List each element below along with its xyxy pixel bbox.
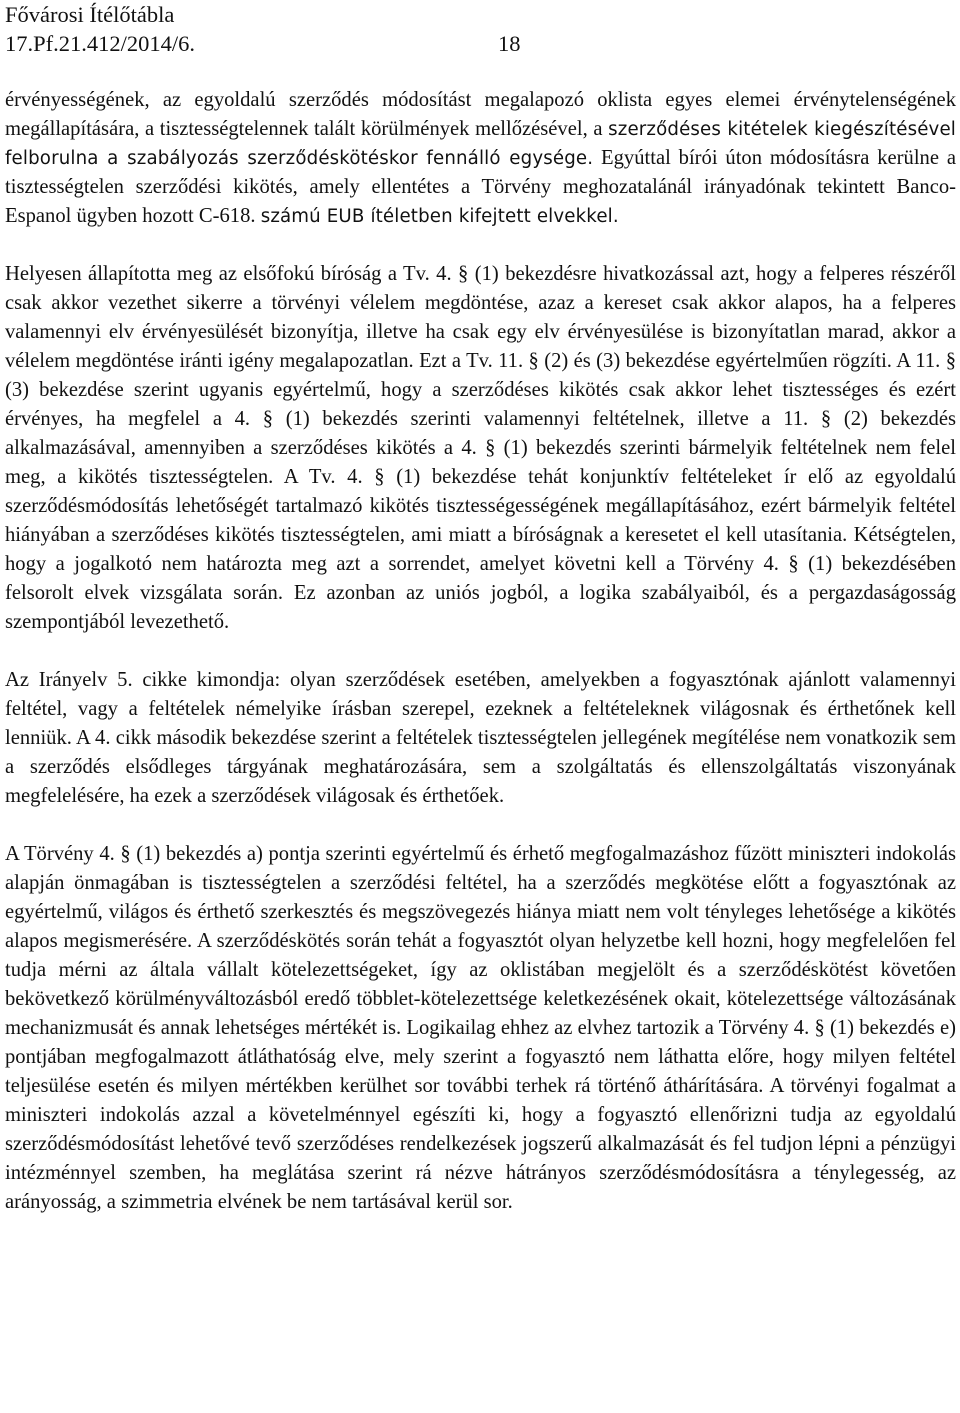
paragraph-4 <box>5 840 956 1217</box>
case-number: 17.Pf.21.412/2014/6. <box>5 31 196 56</box>
court-name: Fővárosi Ítélőtábla <box>5 2 175 27</box>
paragraph-1 <box>5 86 956 231</box>
paragraph-segment: A Törvény 4. § (1) bekezdés a) pontja szerinti egyértelmű és érhető megfogalmazáshoz fűzött miniszteri indokolás alapján önmagában is tisztességtelen a szerződési feltétel, ha a szerződés megkötése előtt a fogyasztónak az egyértelmű, világos és érthető szerkesztés és megszövegezés hiánya miatt nem volt tényleges lehetősége a kikötés alapos megismerésére. A szerződéskötés során tehát a fogyasztót olyan helyzetbe kell hozni, hogy megfelelően fel tudja mérni az általa vállalt kötelezettségeket, így az oklistában megjelölt és a szerződéskötést követően bekövetkező körülményváltozásból eredő többlet-kötelezettsége keletkezésének okait, kötelezettsége változásának mechanizmusát és annak lehetséges mértékét is. Logikailag ehhez az elvhez tartozik a Törvény 4. § (1) bekezdés e) pontjában megfogalmazott átláthatóság elve, mely szerint a fogyasztó nem láthatta előre, hogy milyen feltétel teljesülése esetén és milyen mértékben kerülhet sor további terhek rá történő áthárítására. A törvényi fogalmat a miniszteri indokolás azzal a követelménnyel egészíti ki, hogy a fogyasztó ellenőrizni tudja az egyoldalú szerződésmódosítást lehetővé tevő szerződéses rendelkezések jogszerű alkalmazását és fel tudjon lépni a pénzügyi intézménnyel szemben, ha meglátása szerint rá nézve hátrányos szerződésmódosításra a ténylegesség, az arányosság, a szimmetria elvének be nem tartásával kerül sor. <box>5 843 956 1213</box>
paragraph-segment: számú EUB ítéletben kifejtett elvekkel. <box>260 206 619 227</box>
case-line <box>5 29 955 58</box>
paragraph-segment: Az Irányelv 5. cikke kimondja: olyan szerződések esetében, amelyekben a fogyasztónak ajánlott valamennyi feltétel, vagy a feltételek némelyike írásban szerepel, ezeknek a feltételeknek világosnak és érthetőnek kell lenniük. A 4. cikk második bekezdése szerint a feltételek tisztességtelen jellegének megítélése nem vonatkozik sem a szerződés elsődleges tárgyának meghatározására, sem a szolgáltatás és ellenszolgáltatás viszonyának megfelelésére, ha ezek a szerződések világosak és érthetőek. <box>5 669 956 807</box>
paragraph-segment: Egyúttal bírói úton módosításra kerülne a tisztességtelen szerződési kikötés, amely ellentétes a Törvény meghozatalánál irányadónak tekintett Banco-Espanol ügyben hozott C-618. <box>5 147 956 227</box>
page-number: 18 <box>498 31 521 56</box>
paragraph-3 <box>5 666 956 811</box>
paragraph-segment: szerződéses kitételek kiegészítésével felborulna a szabályozás szerződéskötéskor fennálló egysége. <box>5 119 956 169</box>
paragraph-segment: érvényességének, az egyoldalú szerződés módosítást megalapozó oklista egyes elemei érvénytelenségének megállapítására, a tisztességtelennek talált körülmények mellőzésével, a <box>5 89 956 140</box>
page-header <box>5 0 955 58</box>
paragraph-2 <box>5 260 956 637</box>
paragraph-segment: Helyesen állapította meg az elsőfokú bíróság a Tv. 4. § (1) bekezdésre hivatkozással azt, hogy a felperes részéről csak akkor vezethet sikerre a törvényi vélelem megdöntése, azaz a kereset csak akkor alapos, ha a felperes valamennyi elv érvényesülését bizonyítja, illetve ha csak egy elv érvényesülése is bizonyítatlan marad, akkor a vélelem megdöntése iránti igény megalapozatlan. Ezt a Tv. 11. § (2) és (3) bekezdése egyértelműen rögzíti. A 11. § (3) bekezdése szerint ugyanis egyértelmű, hogy a szerződéses kikötés csak akkor lehet tisztességes és ezért érvényes, ha megfelel a 4. § (1) bekezdés szerinti valamennyi feltételnek, illetve a 11. § (2) bekezdés alkalmazásával, amennyiben a szerződéses kikötés a 4. § (1) bekezdés szerinti bármelyik feltételnek nem felel meg, a kikötés tisztességtelen. A Tv. 4. § (1) bekezdése tehát konjunktív feltételeket ír elő az egyoldalú szerződésmódosítás lehetőségét tartalmazó kikötés tisztességességének megállapításához, ezért bármelyik feltétel hiányában a szerződéses kikötés tisztességtelen, ami miatt a bíróságnak a keresetet el kell utasítania. Kétségtelen, hogy a jogalkotó nem határozta meg azt a sorrendet, amelyet követni kell a Törvény 4. § (1) bekezdésében felsorolt elvek vizsgálata során. Ez azonban az uniós jogból, a logika szabályaiból, és a pergazdaságosság szempontjából levezethető. <box>5 263 956 633</box>
document-body <box>5 86 956 1217</box>
